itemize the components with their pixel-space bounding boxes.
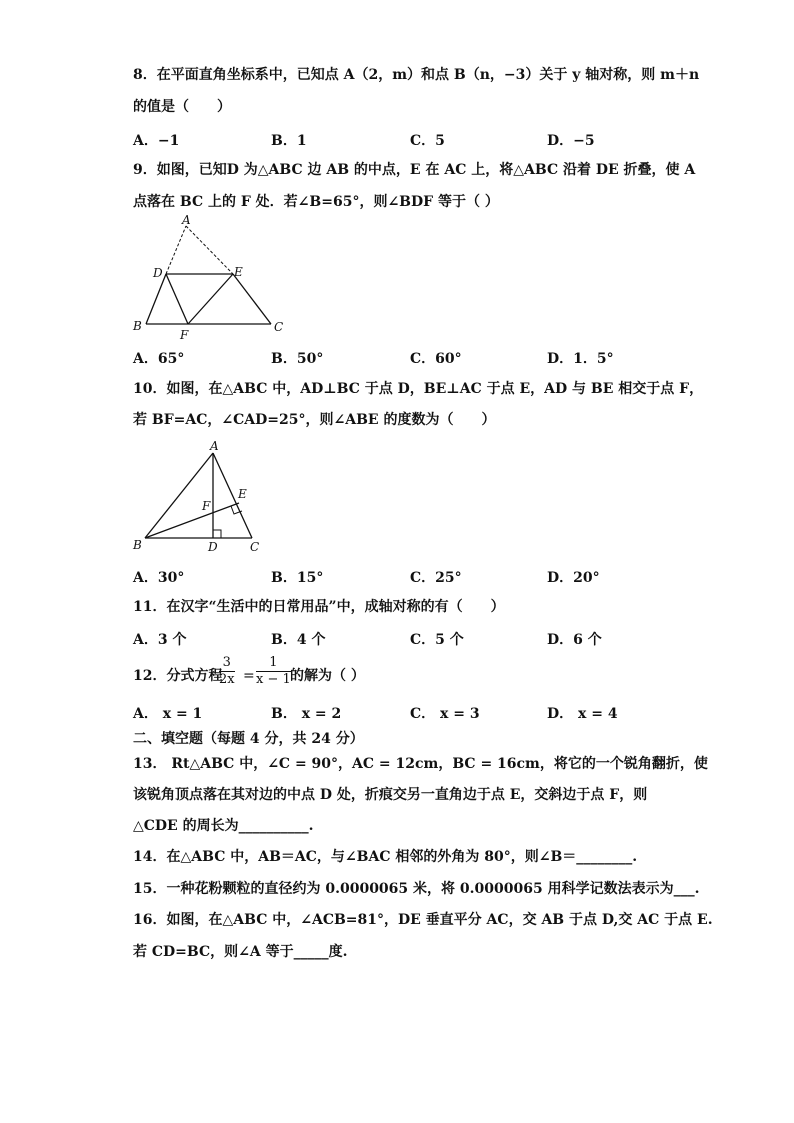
q12-frac1-numerator: 3 xyxy=(219,655,235,672)
q9-option-b[interactable]: B．50° xyxy=(271,351,324,367)
q12-equals: = xyxy=(243,668,255,684)
q11-option-b[interactable]: B．4 个 xyxy=(271,632,326,648)
q12-frac2-numerator: 1 xyxy=(256,655,291,672)
q12-option-c[interactable]: C． x = 3 xyxy=(410,706,480,722)
q9-fold-line-ae xyxy=(186,226,233,274)
q9-figure xyxy=(128,214,298,344)
q16-line1: 16．如图，在△ABC 中，∠ACB=81°，DE 垂直平分 AC，交 AB 于点 D,交 AC 于点 E. xyxy=(133,912,713,928)
q12-frac1-denominator: 2x xyxy=(219,672,235,687)
q10-label-d: D xyxy=(208,540,218,554)
q11-options xyxy=(133,629,693,647)
q13-line1: 13． Rt△ABC 中，∠C = 90°，AC = 12cm，BC = 16cm，将它的一个锐角翻折，使 xyxy=(133,756,708,772)
q9-segment-bd xyxy=(146,274,166,324)
q10-option-c[interactable]: C．25° xyxy=(410,570,462,586)
q10-label-a: A xyxy=(210,439,219,453)
q10-option-b[interactable]: B．15° xyxy=(271,570,324,586)
q12-suffix: 的解为（ ） xyxy=(290,668,365,684)
q9-option-a[interactable]: A．65° xyxy=(133,351,185,367)
q8-option-a[interactable]: A．−1 xyxy=(133,133,180,149)
q12-prefix: 12．分式方程 xyxy=(133,668,223,684)
q8-option-c[interactable]: C．5 xyxy=(410,133,445,149)
q11-option-d[interactable]: D．6 个 xyxy=(547,632,602,648)
q10-options xyxy=(133,567,693,585)
q8-option-b[interactable]: B．1 xyxy=(271,133,307,149)
q9-segment-ef xyxy=(188,274,233,324)
q9-fold-line-da xyxy=(166,226,186,274)
q9-label-a: A xyxy=(182,214,191,227)
q12-option-b[interactable]: B． x = 2 xyxy=(271,706,342,722)
q10-label-c: C xyxy=(250,540,260,554)
q9-option-c[interactable]: C．60° xyxy=(410,351,462,367)
q9-label-d: D xyxy=(153,266,163,280)
q9-stem-line1: 9．如图，已知D 为△ABC 边 AB 的中点，E 在 AC 上，将△ABC 沿着 DE 折叠，使 A xyxy=(133,162,696,178)
q12-fraction-right xyxy=(256,655,291,688)
q10-label-e: E xyxy=(238,487,247,501)
q11-option-c[interactable]: C．5 个 xyxy=(410,632,464,648)
q10-label-b: B xyxy=(133,538,142,552)
q9-label-f: F xyxy=(180,328,189,342)
q12-options xyxy=(133,703,693,721)
section2-title: 二、填空题（每题 4 分，共 24 分） xyxy=(133,731,364,747)
q10-option-d[interactable]: D．20° xyxy=(547,570,600,586)
q8-options xyxy=(133,130,693,148)
q11-option-a[interactable]: A．3 个 xyxy=(133,632,187,648)
q15-line1: 15．一种花粉颗粒的直径约为 0.0000065 米，将 0.0000065 用科学记数法表示为___. xyxy=(133,881,700,897)
q8-stem-line1: 8．在平面直角坐标系中，已知点 A（2，m）和点 B（n，−3）关于 y 轴对称，则 m＋n xyxy=(133,67,700,83)
q9-label-b: B xyxy=(133,319,142,333)
q10-option-a[interactable]: A．30° xyxy=(133,570,185,586)
q9-segment-ec xyxy=(233,274,271,324)
q10-right-angle-d xyxy=(213,530,221,538)
q10-stem-line2: 若 BF=AC，∠CAD=25°，则∠ABE 的度数为（ ） xyxy=(133,412,496,428)
q9-option-d[interactable]: D．1．5° xyxy=(547,351,614,367)
q10-label-f: F xyxy=(202,499,211,513)
q9-stem-line2: 点落在 BC 上的 F 处．若∠B=65°，则∠BDF 等于（ ） xyxy=(133,194,499,210)
q16-line2: 若 CD=BC，则∠A 等于_____度. xyxy=(133,944,348,960)
q12-frac2-denominator: x − 1 xyxy=(256,672,291,687)
q9-segment-df xyxy=(166,274,188,324)
q9-label-c: C xyxy=(274,320,284,334)
q12-option-a[interactable]: A． x = 1 xyxy=(133,706,203,722)
q10-stem-line1: 10．如图，在△ABC 中，AD⊥BC 于点 D，BE⊥AC 于点 E，AD 与 BE 相交于点 F， xyxy=(133,381,704,397)
q13-line3: △CDE 的周长为__________. xyxy=(133,818,314,834)
q12-option-d[interactable]: D． x = 4 xyxy=(547,706,618,722)
q10-figure xyxy=(128,436,268,558)
q12-fraction-left xyxy=(219,655,235,688)
q8-option-d[interactable]: D．−5 xyxy=(547,133,595,149)
q14-line1: 14．在△ABC 中，AB＝AC，与∠BAC 相邻的外角为 80°，则∠B＝________. xyxy=(133,849,638,865)
q13-line2: 该锐角顶点落在其对边的中点 D 处，折痕交另一直角边于点 E，交斜边于点 F，则 xyxy=(133,787,648,803)
q8-stem-line2: 的值是（ ） xyxy=(133,99,231,115)
q9-label-e: E xyxy=(234,265,243,279)
q11-stem-line1: 11．在汉字“生活中的日常用品”中，成轴对称的有（ ） xyxy=(133,599,505,615)
q9-options xyxy=(133,348,693,366)
